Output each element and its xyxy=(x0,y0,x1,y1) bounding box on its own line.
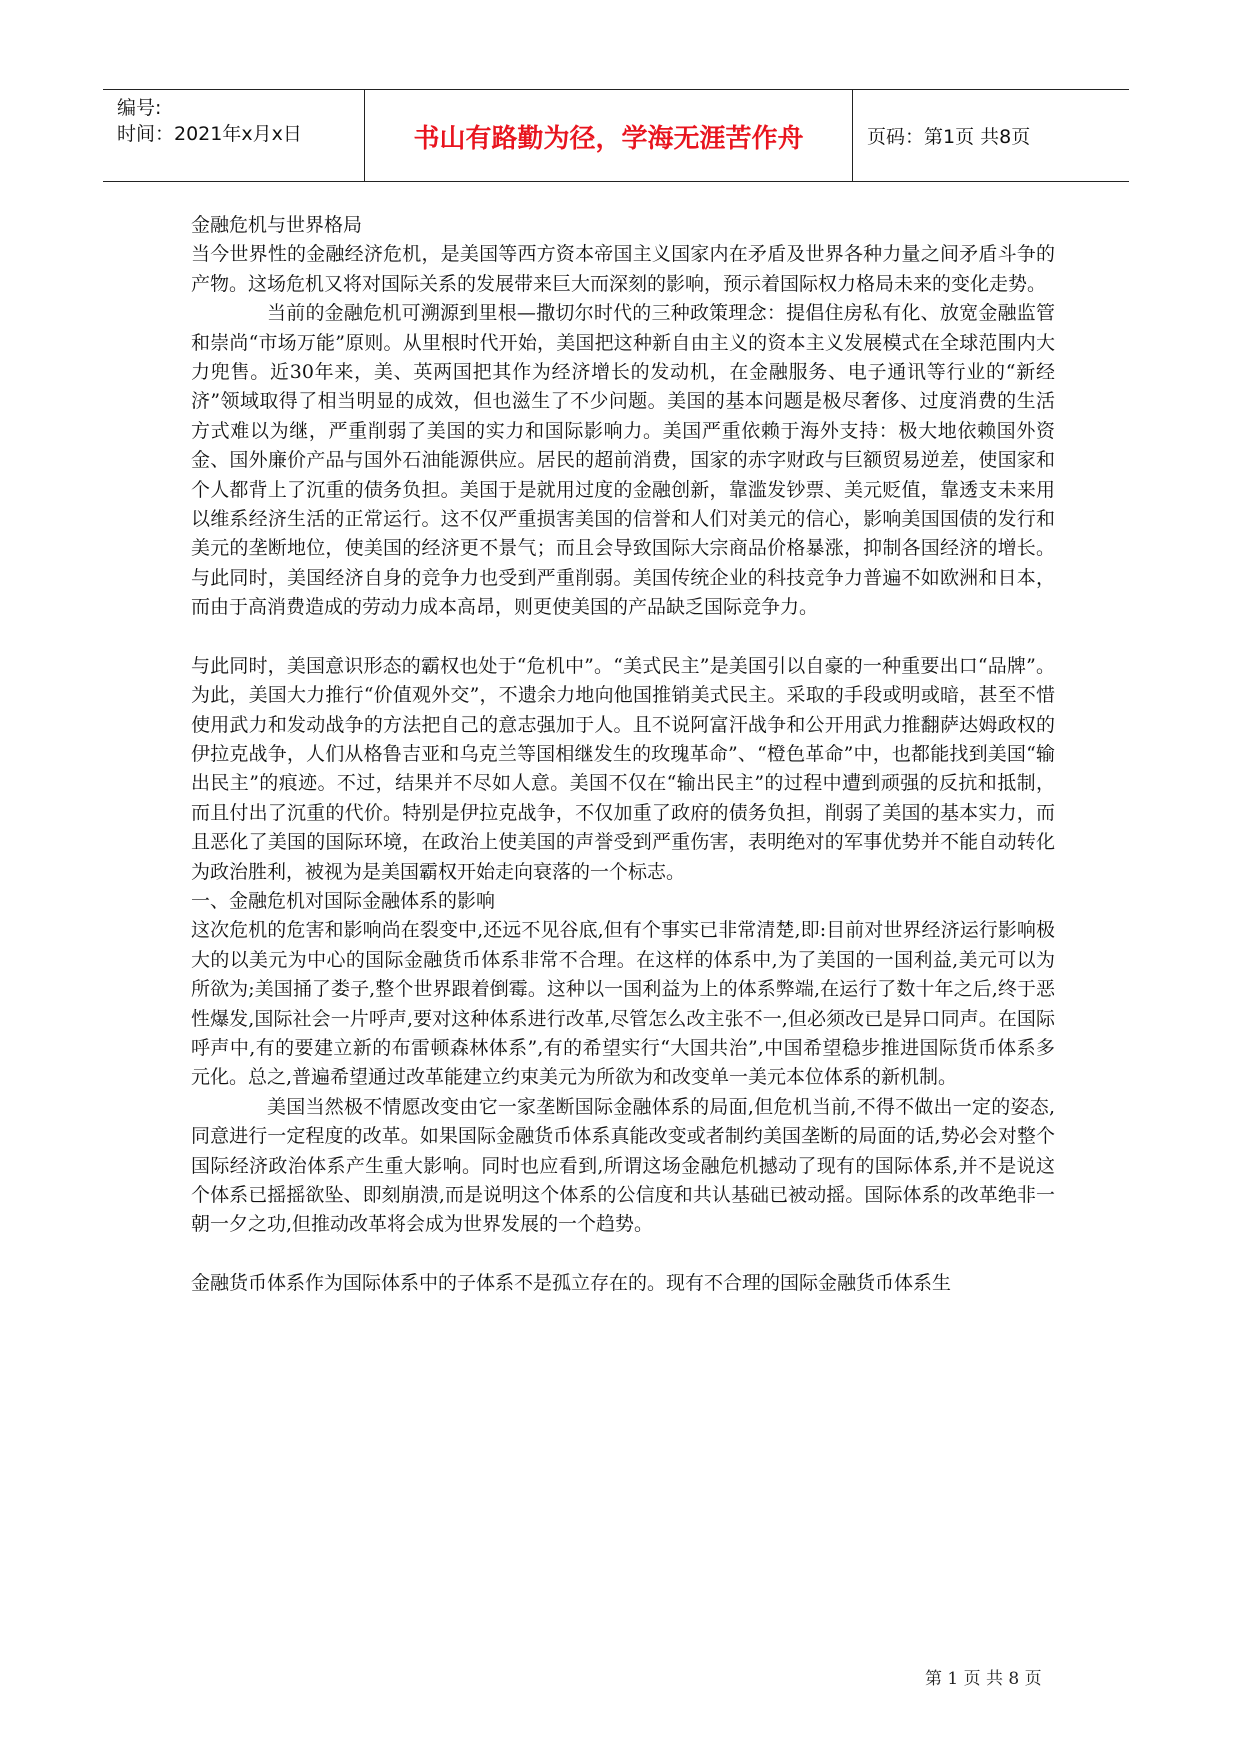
paragraph-system: 这次危机的危害和影响尚在裂变中,还远不见谷底,但有个事实已非常清楚,即:目前对世界经济运行影响极大的以美元为中心的国际金融货币体系非常不合理。在这样的体系中,为了美国的一国利益,美元可以为所欲为;美国捅了娄子,整个世界跟着倒霉。这种以一国利益为上的体系弊端,在运行了数十年之后,终于恶性爆发,国际社会一片呼声,要对这种体系进行改革,尽管怎么改主张不一,但必须改已是异口同声。在国际呼声中,有的要建立新的布雷顿森林体系”,有的希望实行“大国共治”,中国希望稳步推进国际货币体系多元化。总之,普遍希望通过改革能建立约束美元为所欲为和改变单一美元本位体系的新机制。 xyxy=(191,919,1055,1089)
paragraph-origins: 当前的金融危机可溯源到里根—撒切尔时代的三种政策理念：提倡住房私有化、放宽金融监管和崇尚“市场万能”原则。从里根时代开始，美国把这种新自由主义的资本主义发展模式在全球范围内大力兜售。近30年来，美、英两国把其作为经济增长的发动机，在金融服务、电子通讯等行业的“新经济”领域取得了相当明显的成效，但也滋生了不少问题。美国的基本问题是极尽奢侈、过度消费的生活方式难以为继，严重削弱了美国的实力和国际影响力。美国严重依赖于海外支持：极大地依赖国外资金、国外廉价产品与国外石油能源供应。居民的超前消费，国家的赤字财政与巨额贸易逆差，使国家和个人都背上了沉重的债务负担。美国于是就用过度的金融创新，靠滥发钞票、美元贬值，靠透支未来用以维系经济生活的正常运行。这不仅严重损害美国的信誉和人们对美元的信心，影响美国国债的发行和美元的垄断地位，使美国的经济更不景气；而且会导致国际大宗商品价格暴涨，抑制各国经济的增长。与此同时，美国经济自身的竞争力也受到严重削弱。美国传统企业的科技竞争力普遍不如欧洲和日本，而由于高消费造成的劳动力成本高昂，则更使美国的产品缺乏国际竞争力。 xyxy=(191,302,1055,619)
page-footer: 第 1 页 共 8 页 xyxy=(925,1669,1042,1689)
header-page-cell xyxy=(853,90,1129,181)
article-body xyxy=(191,211,1055,1298)
header-motto-cell xyxy=(365,90,853,181)
serial-number-label: 编号: xyxy=(117,97,162,119)
page-code: 页码：第1页 共8页 xyxy=(867,126,1031,148)
header-meta-cell xyxy=(103,90,365,181)
paragraph-intro: 当今世界性的金融经济危机，是美国等西方资本帝国主义国家内在矛盾及世界各种力量之间矛盾斗争的产物。这场危机又将对国际关系的发展带来巨大而深刻的影响，预示着国际权力格局未来的变化走势。 xyxy=(191,243,1055,295)
motto: 书山有路勤为径，学海无涯苦作舟 xyxy=(413,124,804,154)
article-title: 金融危机与世界格局 xyxy=(191,214,363,236)
time-label: 时间：2021年x月x日 xyxy=(117,123,302,145)
page-header xyxy=(103,89,1129,182)
paragraph-ideology: 与此同时，美国意识形态的霸权也处于“危机中”。“美式民主”是美国引以自豪的一种重要出口“品牌”。为此，美国大力推行“价值观外交”，不遗余力地向他国推销美式民主。采取的手段或明或暗，甚至不惜使用武力和发动战争的方法把自己的意志强加于人。且不说阿富汗战争和公开用武力推翻萨达姆政权的伊拉克战争，人们从格鲁吉亚和乌克兰等国相继发生的玫瑰革命”、“橙色革命”中，也都能找到美国“输出民主”的痕迹。不过，结果并不尽如人意。美国不仅在“输出民主”的过程中遭到顽强的反抗和抵制，而且付出了沉重的代价。特别是伊拉克战争，不仅加重了政府的债务负担，削弱了美国的基本实力，而且恶化了美国的国际环境，在政治上使美国的声誉受到严重伤害，表明绝对的军事优势并不能自动转化为政治胜利，被视为是美国霸权开始走向衰落的一个标志。 xyxy=(191,654,1055,883)
paragraph-reform: 美国当然极不情愿改变由它一家垄断国际金融体系的局面,但危机当前,不得不做出一定的姿态,同意进行一定程度的改革。如果国际金融货币体系真能改变或者制约美国垄断的局面的话,势必会对整个国际经济政治体系产生重大影响。同时也应看到,所谓这场金融危机撼动了现有的国际体系,并不是说这个体系已摇摇欲坠、即刻崩溃,而是说明这个体系的公信度和共认基础已被动摇。国际体系的改革绝非一朝一夕之功,但推动改革将会成为世界发展的一个趋势。 xyxy=(191,1095,1055,1236)
section-heading-1: 一、金融危机对国际金融体系的影响 xyxy=(191,889,496,912)
paragraph-subsystem: 金融货币体系作为国际体系中的子体系不是孤立存在的。现有不合理的国际金融货币体系生 xyxy=(191,1271,952,1294)
